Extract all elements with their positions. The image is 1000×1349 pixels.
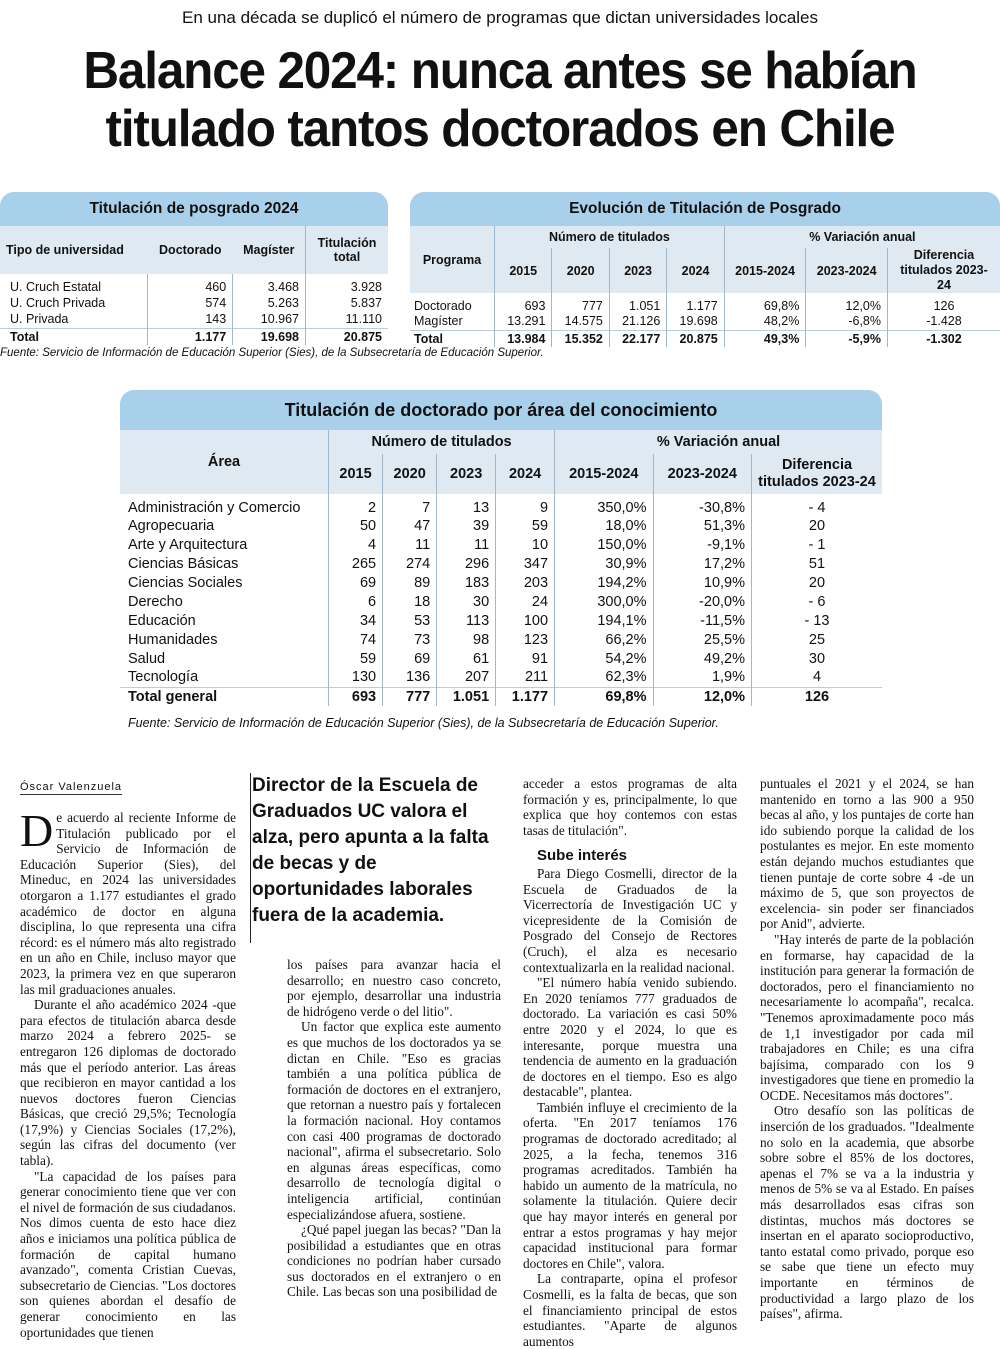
table-cell: 51 — [752, 554, 883, 573]
table-cell: 130 — [329, 668, 383, 687]
paragraph: los países para avanzar hacia el desarrollo; en nuestro caso concreto, por ejemplo, desarrollar una industria de hidrógeno verde o del litio". — [287, 957, 501, 1019]
table-total-row — [120, 687, 882, 706]
table-row — [410, 313, 1000, 330]
table-row — [120, 611, 882, 630]
paragraph: La contraparte, opina el profesor Cosmelli, es la falta de becas, que son el financiamiento principal de estos estudiantes. "Aparte de algunos aumentos — [523, 1271, 737, 1349]
table-cell: 203 — [496, 573, 555, 592]
pullquote: Director de la Escuela de Graduados UC valora el alza, pero apunta a la falta de becas y de oportunidades laborales fuera de la academia. — [252, 773, 507, 929]
row-label: Agropecuaria — [120, 516, 329, 535]
table-cell: 13.984 — [495, 330, 552, 347]
table-cell: 20 — [752, 573, 883, 592]
table-cell: 1.051 — [609, 293, 666, 313]
table-cell: -9,1% — [653, 535, 752, 554]
table-cell: 10 — [496, 535, 555, 554]
table-cell: 12,0% — [653, 687, 752, 706]
row-label: Derecho — [120, 592, 329, 611]
table-total-row — [0, 328, 388, 345]
table-total-row — [410, 330, 1000, 347]
table-cell: -5,9% — [806, 330, 888, 347]
column-2 — [287, 957, 501, 1300]
kicker: En una década se duplicó el número de programas que dictan universidades locales — [0, 8, 1000, 28]
col-header: Titulación total — [306, 226, 389, 274]
table-cell: 19.698 — [667, 313, 724, 330]
diff-header: Diferencia titulados 2023-24 — [888, 248, 1000, 293]
var-header: 2023-2024 — [653, 454, 752, 494]
table-cell: 49,3% — [724, 330, 806, 347]
table-cell: 20 — [752, 516, 883, 535]
table-cell: 1,9% — [653, 668, 752, 687]
row-label: Magíster — [410, 313, 495, 330]
table-cell: 347 — [496, 554, 555, 573]
table-cell: 693 — [495, 293, 552, 313]
table-cell: 211 — [496, 668, 555, 687]
table-cell: 18 — [383, 592, 437, 611]
col-header-programa: Programa — [410, 226, 495, 293]
table-cell: 4 — [752, 668, 883, 687]
table-cell: 10,9% — [653, 573, 752, 592]
paragraph: "La capacidad de los países para generar conocimiento tiene que ver con el nivel de formación de sus ciudadanos. Nos dimos cuenta de esto hace diez años e iniciamos una política pública de formación de capital humano avanzado", comenta Cristian Cuevas, subsecretario de Ciencias. "Los doctores son quienes abordan el desafío de generar conocimiento en las oportunidades que tienen — [20, 1169, 236, 1341]
table-cell: 13.291 — [495, 313, 552, 330]
table-cell: - 13 — [752, 611, 883, 630]
table-cell: 19.698 — [233, 328, 306, 345]
paragraph: puntuales el 2021 y el 2024, se han mantenido en torno a las 900 a 950 becas al año, y los puntajes de corte han ido subiendo porque la calidad de los postulantes es mejor. En este momento están dejando muchos estudiantes que tienen puntaje de corte sobre 4 -de un máximo de 5, que son proyectos de excelencia- sin poder ser financiados por Anid", advierte. — [760, 776, 974, 932]
table-cell: 62,3% — [555, 668, 653, 687]
table-cell: 34 — [329, 611, 383, 630]
table-cell: 20.875 — [667, 330, 724, 347]
table-cell: 4 — [329, 535, 383, 554]
table-cell: -1.302 — [888, 330, 1000, 347]
table-cell: 69,8% — [724, 293, 806, 313]
table-cell: 74 — [329, 630, 383, 649]
table-row — [0, 311, 388, 328]
table-evolucion-posgrado — [410, 192, 1000, 347]
row-label: Tecnología — [120, 668, 329, 687]
table-cell: 2 — [329, 494, 383, 516]
table-row — [0, 274, 388, 294]
table-cell: 1.177 — [148, 328, 233, 345]
table-cell: 100 — [496, 611, 555, 630]
table-cell: 265 — [329, 554, 383, 573]
table-3-grid — [120, 430, 882, 706]
table-cell: 350,0% — [555, 494, 653, 516]
table-cell: 3.928 — [306, 274, 389, 294]
table-cell: -6,8% — [806, 313, 888, 330]
paragraph: e acuerdo al reciente Informe de Titulación publicado por el Servicio de Información de Educación Superior (Sies), del Mineduc, en 2024 las universidades otorgaron a 1.177 estudiantes el grado académico de doctor en alguna disciplina, lo que representa una cifra récord: es el número más alto registrado en un año en Chile, incluso mayor que 2023, la primera vez en que superaron las mil graduaciones anuales. — [20, 810, 236, 997]
table-title: Titulación de posgrado 2024 — [0, 192, 388, 226]
row-label: Ciencias Sociales — [120, 573, 329, 592]
col-header: Magíster — [233, 226, 306, 274]
table-row — [120, 494, 882, 516]
table-row — [120, 630, 882, 649]
paragraph: "El número había venido subiendo. En 2020 teníamos 777 graduados de doctorado. La variación es casi 50% entre 2020 y el 2024, lo que es interesante, porque muestra una tendencia de aumento en la graduación de doctores en el tiempo. Eso es algo destacable", plantea. — [523, 975, 737, 1100]
row-label: Salud — [120, 649, 329, 668]
table-cell: 48,2% — [724, 313, 806, 330]
dropcap: D — [20, 812, 53, 850]
table-cell: 14.575 — [552, 313, 609, 330]
table-row — [120, 668, 882, 687]
headline-line-2: titulado tantos doctorados en Chile — [25, 100, 975, 158]
table-cell: 207 — [437, 668, 496, 687]
table-cell: 777 — [552, 293, 609, 313]
paragraph: También influye el crecimiento de la oferta. "En 2017 teníamos 176 programas de doctorado acreditado; al 2025, a la fecha, tenemos 316 programas acreditados. También ha habido un aumento de la matrícula, no solamente la titulación. Quiere decir que hay mayor interés en general por entrar a estos programas y hay mejor capacidad institucional para formar doctores en Chile", valora. — [523, 1100, 737, 1272]
group-header: Número de titulados — [329, 430, 555, 454]
table-cell: 126 — [752, 687, 883, 706]
table-cell: 89 — [383, 573, 437, 592]
row-label: Doctorado — [410, 293, 495, 313]
var-header: 2023-2024 — [806, 248, 888, 293]
table-cell: 136 — [383, 668, 437, 687]
table-row — [120, 516, 882, 535]
table-cell: 143 — [148, 311, 233, 328]
paragraph: ¿Qué papel juegan las becas? "Dan la posibilidad a estudiantes que en otras condiciones no podrían haber cursado sus doctorados en el extranjero o en Chile. Las becas son una posibilidad de — [287, 1222, 501, 1300]
year-header: 2015 — [495, 248, 552, 293]
column-3 — [523, 776, 737, 1349]
table-cell: 9 — [496, 494, 555, 516]
var-header: 2015-2024 — [555, 454, 653, 494]
row-label: Total — [410, 330, 495, 347]
table-cell: 30,9% — [555, 554, 653, 573]
table-cell: -1.428 — [888, 313, 1000, 330]
paragraph: Otro desafío son las políticas de inserción de los graduados. "Idealmente no solo en la academia, que absorbe sobre sobre el 85% de los doctores, apenas el 7% se va a la industria y menos de 5% se va al Estado. En países más desarrollados esas cifras son distintas, muchos más doctores se insertan en el aparato socioproductivo, tanto estatal como privado, porque eso se sabe que tiene un efecto muy importante en términos de productividad a largo plazo de los países", afirma. — [760, 1103, 974, 1321]
table-cell: 47 — [383, 516, 437, 535]
table-cell: 1.177 — [496, 687, 555, 706]
table-cell: 73 — [383, 630, 437, 649]
table-cell: - 4 — [752, 494, 883, 516]
table-cell: 49,2% — [653, 649, 752, 668]
table-cell: 22.177 — [609, 330, 666, 347]
table-row — [120, 592, 882, 611]
column-1 — [20, 810, 236, 1340]
row-label: Ciencias Básicas — [120, 554, 329, 573]
table-2-grid — [410, 226, 1000, 347]
table-cell: 123 — [496, 630, 555, 649]
row-label: U. Cruch Privada — [0, 294, 148, 311]
paragraph: "Hay interés de parte de la población en formarse, hay capacidad de la institución para generar la formación de doctorados, pero el financiamiento no necesariamente lo acompaña", recalca. "Tenemos aproximadamente poco más de 1,1 investigador por cada mil trabajadores en Chile; es una cifra bajísima, comparado con los 9 investigadores que tiene en promedio la OCDE. Necesitamos más doctores". — [760, 932, 974, 1104]
table-cell: 11 — [437, 535, 496, 554]
table-cell: 126 — [888, 293, 1000, 313]
table-cell: 39 — [437, 516, 496, 535]
table-cell: 11 — [383, 535, 437, 554]
group-header: Número de titulados — [495, 226, 725, 248]
table-cell: 574 — [148, 294, 233, 311]
table-cell: 53 — [383, 611, 437, 630]
table-cell: 69,8% — [555, 687, 653, 706]
table-title: Evolución de Titulación de Posgrado — [410, 192, 1000, 226]
table-cell: 18,0% — [555, 516, 653, 535]
paragraph: acceder a estos programas de alta formación y es, principalmente, lo que explica que hoy contemos con estas tasas de titulación". — [523, 776, 737, 838]
table-row — [120, 554, 882, 573]
table-cell: 194,2% — [555, 573, 653, 592]
row-label: U. Cruch Estatal — [0, 274, 148, 294]
col-header: Tipo de universidad — [0, 226, 148, 274]
table-cell: 54,2% — [555, 649, 653, 668]
table-cell: 1.177 — [667, 293, 724, 313]
year-header: 2024 — [667, 248, 724, 293]
paragraph: Un factor que explica este aumento es que muchos de los doctorados ya se dictan en Chile. "Eso es gracias también a una política pública de formación de doctores en el extranjero, que retornan a nuestro país y fortalecen la formación nacional. Hoy contamos con casi 400 programas de doctorado nacional", afirma el subsecretario. Solo en algunas áreas específicas, como desarrollo de tecnología digital o inteligencia artificial, continúan especializándose afuera, sostiene. — [287, 1019, 501, 1222]
year-header: 2020 — [552, 248, 609, 293]
byline: Óscar Valenzuela — [20, 781, 122, 795]
table-cell: 69 — [329, 573, 383, 592]
table-cell: 777 — [383, 687, 437, 706]
table-cell: 91 — [496, 649, 555, 668]
year-header: 2015 — [329, 454, 383, 494]
source-note: Fuente: Servicio de Información de Educación Superior (Sies), de la Subsecretaría de Educación Superior. — [128, 716, 719, 730]
year-header: 2023 — [437, 454, 496, 494]
table-cell: 460 — [148, 274, 233, 294]
table-cell: 12,0% — [806, 293, 888, 313]
table-cell: -30,8% — [653, 494, 752, 516]
table-cell: 30 — [437, 592, 496, 611]
table-cell: 25 — [752, 630, 883, 649]
table-cell: 1.051 — [437, 687, 496, 706]
table-row — [0, 294, 388, 311]
table-cell: 25,5% — [653, 630, 752, 649]
table-cell: 5.263 — [233, 294, 306, 311]
table-cell: 13 — [437, 494, 496, 516]
table-cell: 24 — [496, 592, 555, 611]
table-cell: 5.837 — [306, 294, 389, 311]
table-doctorado-area — [120, 390, 882, 706]
table-cell: 17,2% — [653, 554, 752, 573]
row-label: Administración y Comercio — [120, 494, 329, 516]
table-cell: 20.875 — [306, 328, 389, 345]
group-header: % Variación anual — [724, 226, 1000, 248]
group-header: % Variación anual — [555, 430, 882, 454]
table-cell: 113 — [437, 611, 496, 630]
table-posgrado-2024 — [0, 192, 388, 345]
row-label: Educación — [120, 611, 329, 630]
paragraph: Durante el año académico 2024 -que para efectos de titulación abarca desde marzo 2024 a febrero 2025- se entregaron 126 diplomas de doctorado más que el período anterior. Las áreas que recibieron en mayor cantidad a los nuevos doctores fueron Ciencias Básicas, que creció 29,5%; Tecnología (17,9%) y Ciencias Sociales (17,2%), según las cifras del documento (ver tabla). — [20, 997, 236, 1169]
headline-line-1: Balance 2024: nunca antes se habían — [25, 42, 975, 100]
table-cell: - 1 — [752, 535, 883, 554]
table-cell: 98 — [437, 630, 496, 649]
table-cell: 50 — [329, 516, 383, 535]
subhead: Sube interés — [537, 848, 737, 864]
table-cell: 15.352 — [552, 330, 609, 347]
table-cell: 11.110 — [306, 311, 389, 328]
table-row — [120, 649, 882, 668]
table-cell: 66,2% — [555, 630, 653, 649]
table-cell: 150,0% — [555, 535, 653, 554]
table-cell: 21.126 — [609, 313, 666, 330]
table-cell: -11,5% — [653, 611, 752, 630]
table-title: Titulación de doctorado por área del conocimiento — [120, 390, 882, 430]
source-note: Fuente: Servicio de Información de Educación Superior (Sies), de la Subsecretaría de Educación Superior. — [0, 347, 544, 359]
table-cell: 6 — [329, 592, 383, 611]
table-cell: 693 — [329, 687, 383, 706]
table-cell: 3.468 — [233, 274, 306, 294]
table-cell: -20,0% — [653, 592, 752, 611]
col-header: Doctorado — [148, 226, 233, 274]
table-cell: 10.967 — [233, 311, 306, 328]
year-header: 2024 — [496, 454, 555, 494]
var-header: 2015-2024 — [724, 248, 806, 293]
table-row — [120, 573, 882, 592]
table-cell: 30 — [752, 649, 883, 668]
table-cell: 296 — [437, 554, 496, 573]
table-cell: 69 — [383, 649, 437, 668]
table-cell: 59 — [329, 649, 383, 668]
col-header-area: Área — [120, 430, 329, 494]
row-label: Total general — [120, 687, 329, 706]
diff-header: Diferencia titulados 2023-24 — [752, 454, 883, 494]
table-cell: 7 — [383, 494, 437, 516]
year-header: 2020 — [383, 454, 437, 494]
paragraph: Para Diego Cosmelli, director de la Escuela de Graduados de la Vicerrectoría de Investigación UC y vicepresidente de la Comisión de Posgrado del Consejo de Rectores (Cruch), el alza es necesario contextualizarla en la realidad nacional. — [523, 866, 737, 975]
table-cell: 300,0% — [555, 592, 653, 611]
table-cell: 194,1% — [555, 611, 653, 630]
headline — [25, 42, 975, 158]
table-cell: 274 — [383, 554, 437, 573]
year-header: 2023 — [609, 248, 666, 293]
row-label: Total — [0, 328, 148, 345]
table-cell: 51,3% — [653, 516, 752, 535]
row-label: U. Privada — [0, 311, 148, 328]
row-label: Humanidades — [120, 630, 329, 649]
table-row — [120, 535, 882, 554]
row-label: Arte y Arquitectura — [120, 535, 329, 554]
table-row — [410, 293, 1000, 313]
table-1-grid — [0, 226, 388, 345]
table-cell: 61 — [437, 649, 496, 668]
column-4 — [760, 776, 974, 1322]
table-cell: - 6 — [752, 592, 883, 611]
table-cell: 183 — [437, 573, 496, 592]
table-cell: 59 — [496, 516, 555, 535]
